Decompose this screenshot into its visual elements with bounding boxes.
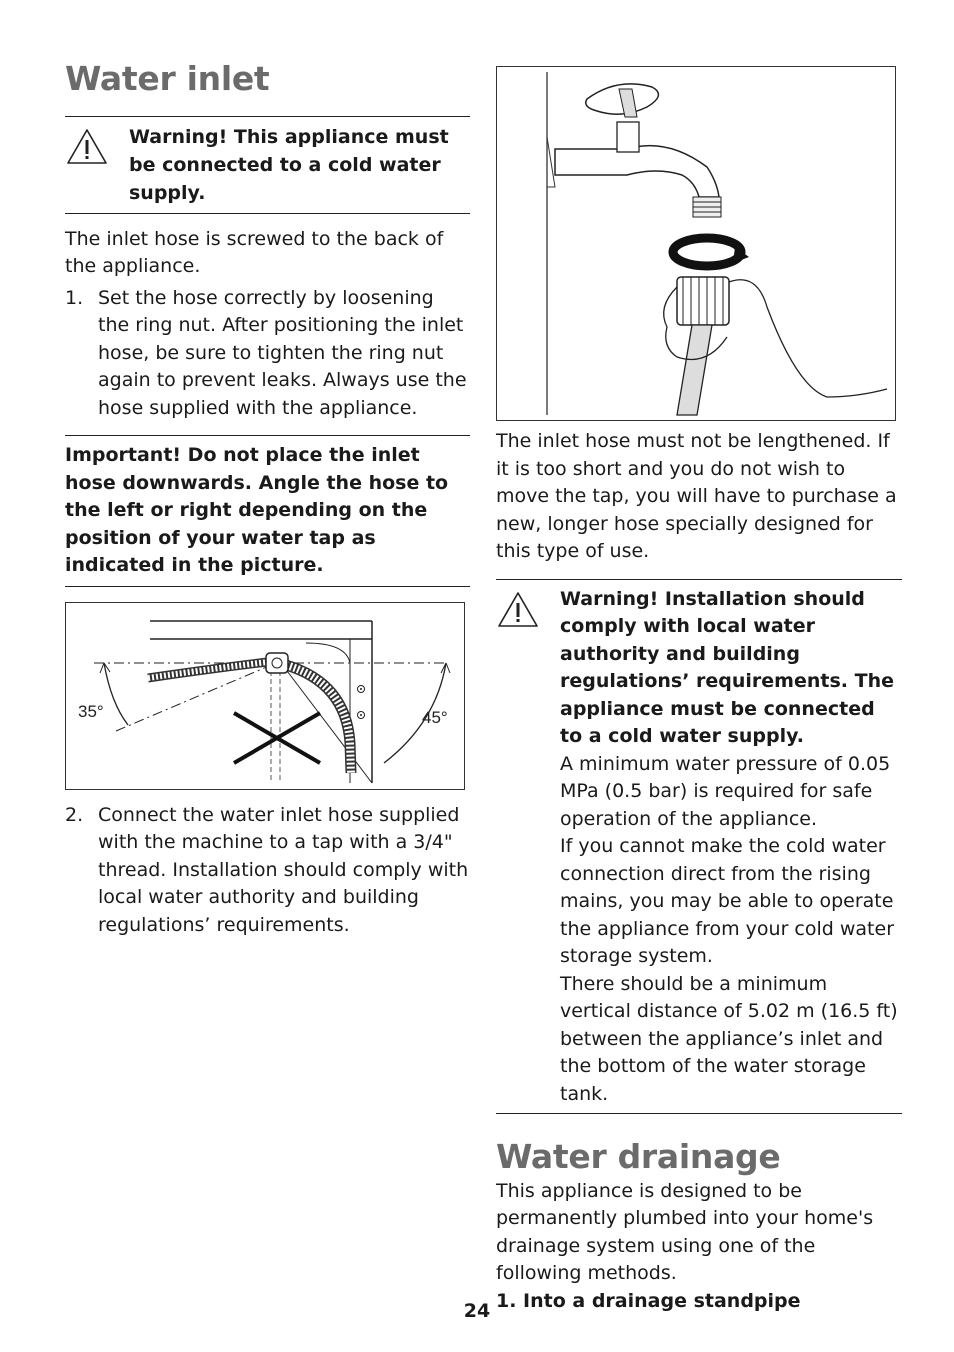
step-number: 2. [65,803,84,826]
page-number: 24 [463,1300,491,1322]
step-number: 1. [65,286,84,309]
section-title-water-inlet: Water inlet [65,59,270,98]
list-item [65,802,470,940]
steps-list [65,285,470,423]
warning-box-installation [496,580,902,1114]
angle-label-left: 35° [78,701,104,721]
hose-angle-figure [65,602,465,790]
divider [65,213,470,214]
warning-box-cold-water [65,117,470,213]
important-note: Important! Do not place the inlet hose downwards. Angle the hose to the left or right depending on the position of your water tap as indicated in the picture. [65,444,449,577]
angle-label-right: 45° [422,707,448,727]
pressure-text: A minimum water pressure of 0.05 MPa (0.5 bar) is required for safe operation of the appliance. [560,752,891,830]
tap-figure [496,66,896,421]
hose-angle-illustration [66,603,464,789]
step-text: Connect the water inlet hose supplied with the machine to a tap with a 3/4" thread. Installation should comply with local water authority and building regulations’ requirements. [98,803,469,936]
divider [496,1113,902,1114]
lengthen-note: The inlet hose must not be lengthened. If it is too short and you do not wish to move the tap, you will have to purchase a new, longer hose specially designed for this type of use. [496,430,897,562]
warning-triangle-icon [65,123,129,207]
drainage-method: 1. Into a drainage standpipe [496,1289,801,1312]
step-text: Set the hose correctly by loosening the ring nut. After positioning the inlet hose, be sure to tighten the ring nut again to prevent leaks. Always use the hose supplied with the appliance. [98,286,467,419]
warning-text: Warning! This appliance must be connected to a cold water supply. [129,125,449,204]
warning-triangle-icon [496,586,560,1109]
storage-text: If you cannot make the cold water connection direct from the rising mains, you may be able to operate the appliance from your cold water storage system. [560,835,895,967]
left-column [65,60,470,939]
warning-text: Warning! Installation should comply with local water authority and building regulations’ requirements. The appliance must be connected to a cold water supply. [560,587,894,747]
intro-text: The inlet hose is screwed to the back of the appliance. [65,227,444,278]
section-title-water-drainage: Water drainage [496,1137,781,1176]
divider [65,586,470,587]
list-item [65,285,470,423]
steps-list-continued [65,802,470,940]
distance-text: There should be a minimum vertical distance of 5.02 m (16.5 ft) between the appliance’s inlet and the bottom of the water storage tank. [560,972,898,1105]
right-column [496,66,902,1315]
tap-hose-illustration [497,67,895,420]
drainage-text: This appliance is designed to be permanently plumbed into your home's drainage system using one of the following methods. [496,1179,874,1285]
